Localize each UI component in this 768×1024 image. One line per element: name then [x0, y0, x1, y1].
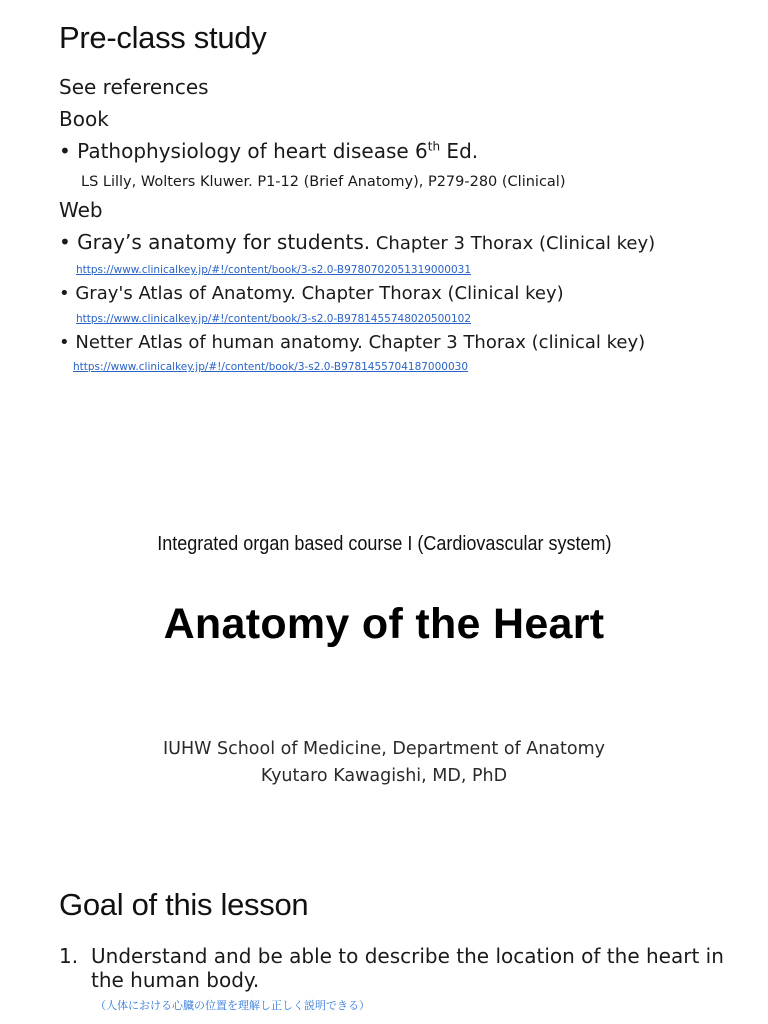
see-references-label: See references	[59, 75, 209, 99]
lecture-title: Anatomy of the Heart	[163, 600, 605, 648]
web-reference-2	[59, 283, 564, 304]
bullet: •	[59, 332, 70, 353]
web-link-2[interactable]: https://www.clinicalkey.jp/#!/content/book/3-s2.0-B9781455748020500102	[76, 313, 472, 325]
goal-heading: Goal of this lesson	[59, 887, 309, 922]
bullet: •	[59, 230, 71, 254]
web-title-1: Gray’s anatomy for students.	[77, 230, 371, 254]
course-name: Integrated organ based course I (Cardiovascular system)	[156, 533, 612, 555]
book-reference	[59, 139, 478, 163]
web-link-3[interactable]: https://www.clinicalkey.jp/#!/content/book/3-s2.0-B9781455704187000030	[73, 361, 469, 373]
author-name: Kyutaro Kawagishi, MD, PhD	[260, 766, 508, 786]
web-title-2: Gray's Atlas of Anatomy. Chapter Thorax (Clinical key)	[75, 283, 564, 304]
bullet: •	[59, 283, 70, 304]
book-title-end: Ed.	[440, 139, 479, 163]
bullet: •	[59, 139, 71, 163]
course-line	[0, 533, 768, 556]
book-edition-sup: th	[427, 139, 441, 154]
book-label: Book	[59, 107, 109, 131]
web-title-1-rest: Chapter 3 Thorax (Clinical key)	[370, 233, 656, 254]
institution: IUHW School of Medicine, Department of Anatomy	[162, 739, 606, 759]
goal-item-line2: the human body.	[91, 968, 260, 992]
preclass-heading: Pre-class study	[59, 20, 267, 55]
book-detail: LS Lilly, Wolters Kluwer. P1-12 (Brief Anatomy), P279-280 (Clinical)	[81, 174, 566, 190]
goal-item-line1: Understand and be able to describe the location of the heart in	[91, 944, 724, 968]
web-title-3: Netter Atlas of human anatomy. Chapter 3 Thorax (clinical key)	[75, 332, 646, 353]
web-label: Web	[59, 198, 103, 222]
web-link-1[interactable]: https://www.clinicalkey.jp/#!/content/book/3-s2.0-B9780702051319000031	[76, 264, 472, 276]
web-reference-3	[59, 332, 645, 353]
web-reference-1	[59, 230, 655, 254]
book-title: Pathophysiology of heart disease 6	[77, 139, 428, 163]
goal-item-number: 1.	[59, 944, 79, 968]
goal-item-japanese: （人体における心臓の位置を理解し正しく説明できる）	[95, 999, 370, 1012]
